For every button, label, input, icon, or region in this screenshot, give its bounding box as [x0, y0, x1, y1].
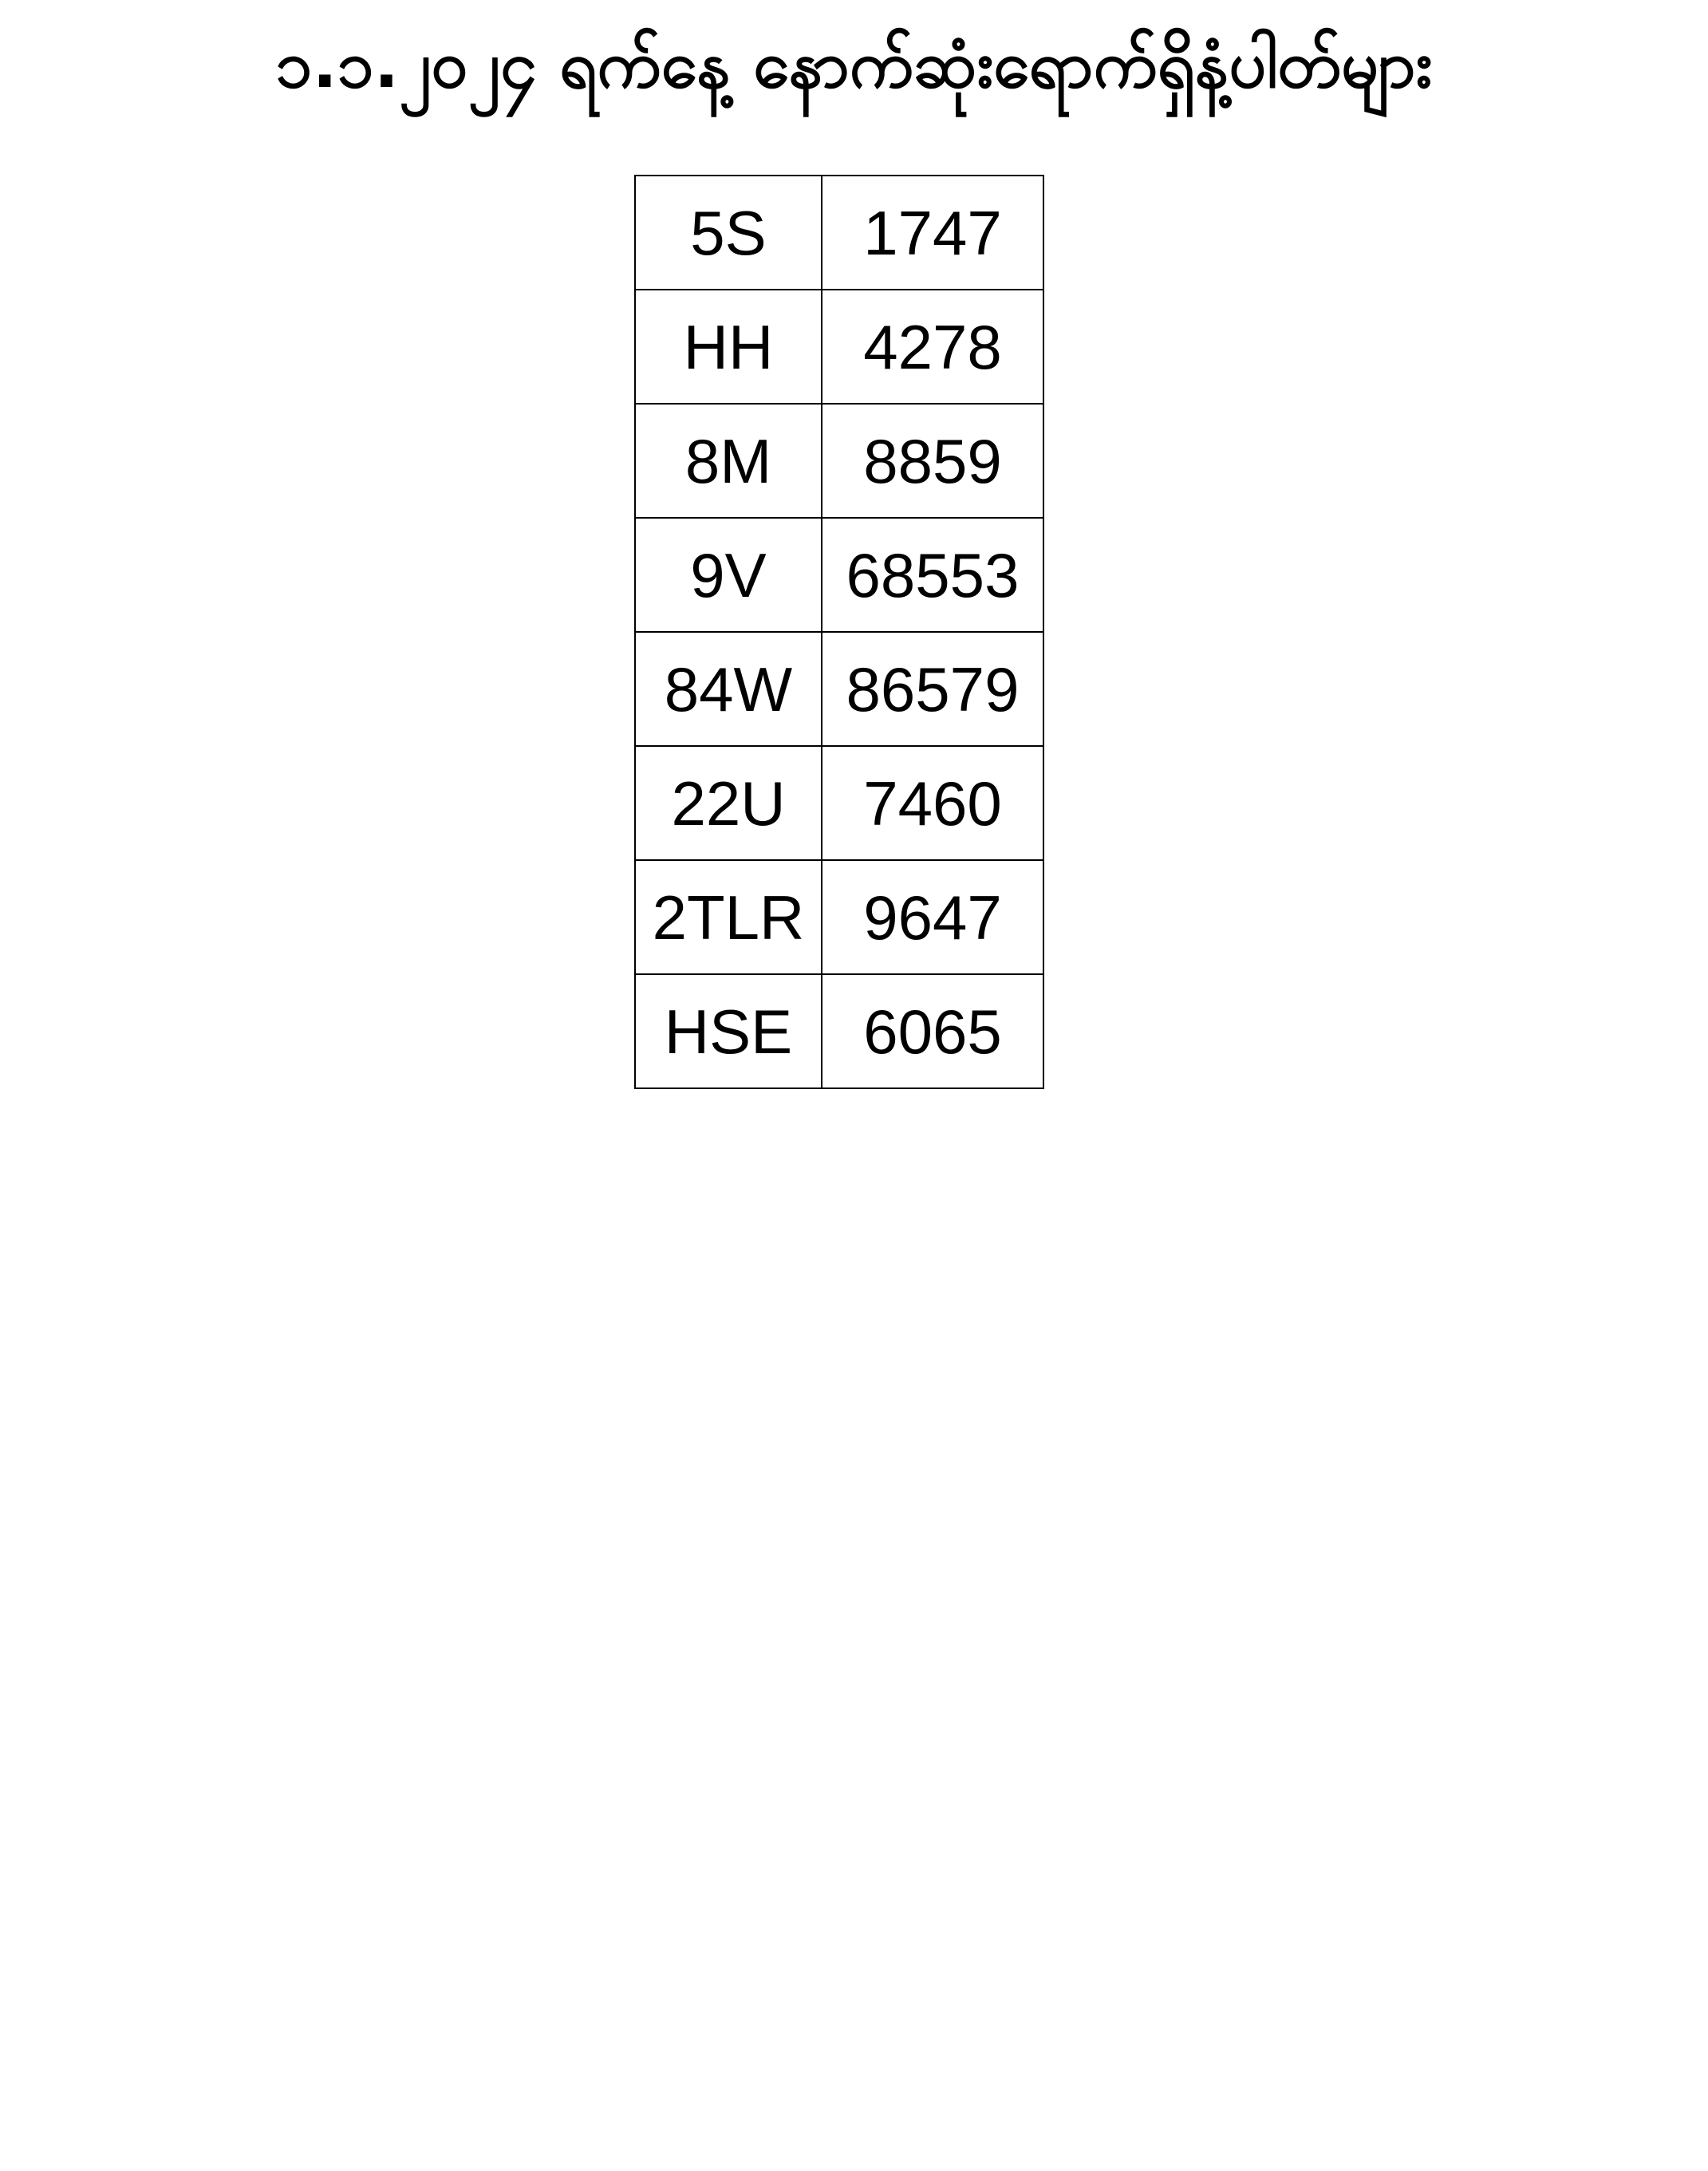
number-cell: 8859 — [822, 404, 1043, 518]
code-cell: 5S — [635, 176, 822, 290]
table-row — [635, 860, 1043, 974]
table-row — [635, 404, 1043, 518]
code-cell: 8M — [635, 404, 822, 518]
number-cell: 9647 — [822, 860, 1043, 974]
table-row — [635, 974, 1043, 1088]
table-row — [635, 518, 1043, 632]
page-title: ၁.၁.၂၀၂၄ ရက်နေ့ နောက်ဆုံးရောက်ရှိနံ့ပါတ်များ — [275, 27, 1433, 103]
code-cell: 2TLR — [635, 860, 822, 974]
code-cell: 22U — [635, 746, 822, 860]
number-cell: 7460 — [822, 746, 1043, 860]
number-cell: 86579 — [822, 632, 1043, 746]
results-table — [634, 175, 1044, 1089]
number-cell: 6065 — [822, 974, 1043, 1088]
number-cell: 1747 — [822, 176, 1043, 290]
results-table-body — [635, 176, 1043, 1088]
table-row — [635, 632, 1043, 746]
table-row — [635, 176, 1043, 290]
table-row — [635, 290, 1043, 404]
number-cell: 68553 — [822, 518, 1043, 632]
number-cell: 4278 — [822, 290, 1043, 404]
code-cell: 9V — [635, 518, 822, 632]
code-cell: 84W — [635, 632, 822, 746]
code-cell: HSE — [635, 974, 822, 1088]
code-cell: HH — [635, 290, 822, 404]
table-row — [635, 746, 1043, 860]
